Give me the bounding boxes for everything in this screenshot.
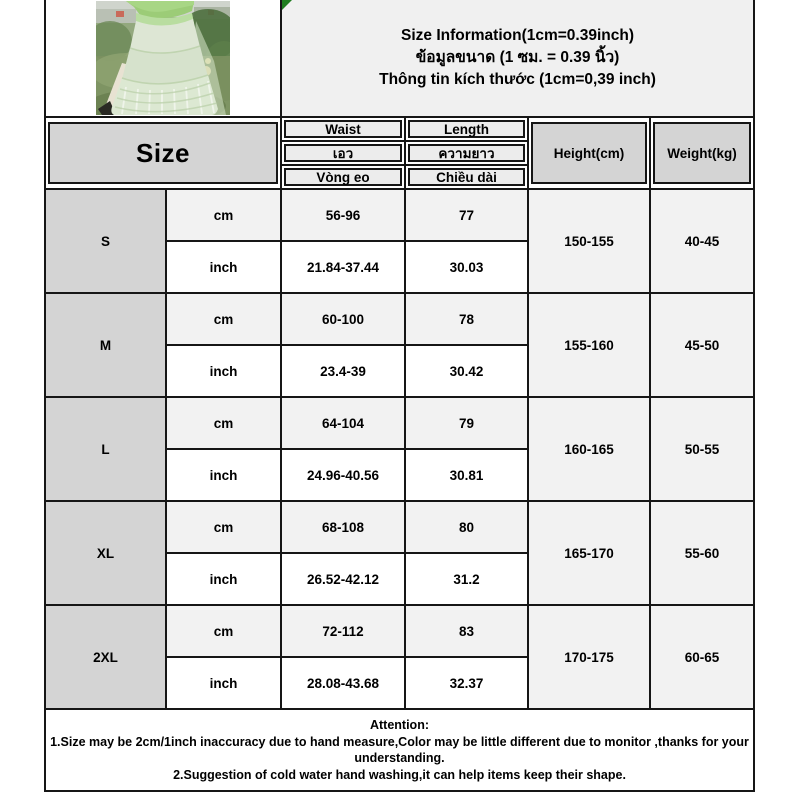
height-range-value: 165-170	[528, 501, 650, 605]
weight-range-value: 55-60	[650, 501, 754, 605]
unit-inch-label: inch	[166, 553, 281, 605]
weight-range-value: 60-65	[650, 605, 754, 709]
unit-cm-label: cm	[166, 501, 281, 553]
unit-inch-label: inch	[166, 657, 281, 709]
title-line-vietnamese: Thông tin kích thước (1cm=0,39 inch)	[379, 71, 656, 88]
waist-header-th-cell	[281, 141, 405, 165]
height-range-value: 170-175	[528, 605, 650, 709]
product-photo-cell	[45, 0, 281, 117]
length-header-th: ความยาว	[408, 144, 525, 162]
waist-header-vi: Vòng eo	[284, 168, 402, 186]
unit-cm-label: cm	[166, 293, 281, 345]
unit-inch-label: inch	[166, 345, 281, 397]
weight-header: Weight(kg)	[653, 122, 751, 184]
length-inch-value: 30.03	[405, 241, 528, 293]
weight-header-cell	[650, 117, 754, 189]
waist-cm-value: 56-96	[281, 189, 405, 241]
size-table	[44, 0, 755, 792]
height-range-value: 155-160	[528, 293, 650, 397]
length-inch-value: 30.81	[405, 449, 528, 501]
waist-inch-value: 26.52-42.12	[281, 553, 405, 605]
unit-cm-label: cm	[166, 605, 281, 657]
attention-note-2: 2.Suggestion of cold water hand washing,it can help items keep their shape.	[173, 767, 626, 782]
length-header-th-cell	[405, 141, 528, 165]
size-row-label: S	[45, 189, 166, 293]
unit-cm-label: cm	[166, 189, 281, 241]
length-header-en: Length	[408, 120, 525, 138]
title-cell	[281, 0, 754, 117]
length-header-en-cell	[405, 117, 528, 141]
length-cm-value: 80	[405, 501, 528, 553]
waist-inch-value: 23.4-39	[281, 345, 405, 397]
waist-inch-value: 21.84-37.44	[281, 241, 405, 293]
waist-header-vi-cell	[281, 165, 405, 189]
attention-cell	[45, 709, 754, 791]
weight-range-value: 45-50	[650, 293, 754, 397]
unit-inch-label: inch	[166, 241, 281, 293]
size-row-label: L	[45, 397, 166, 501]
waist-header-en: Waist	[284, 120, 402, 138]
size-row-label: XL	[45, 501, 166, 605]
height-header-cell	[528, 117, 650, 189]
unit-inch-label: inch	[166, 449, 281, 501]
length-header-vi-cell	[405, 165, 528, 189]
excel-corner-triangle-icon	[282, 0, 292, 10]
length-header-vi: Chiều dài	[408, 168, 525, 186]
height-range-value: 160-165	[528, 397, 650, 501]
attention-note-1: 1.Size may be 2cm/1inch inaccuracy due to hand measure,Color may be little different due to monitor ,thanks for your understanding.	[50, 734, 749, 765]
size-row-label: M	[45, 293, 166, 397]
height-header: Height(cm)	[531, 122, 647, 184]
waist-cm-value: 68-108	[281, 501, 405, 553]
weight-range-value: 50-55	[650, 397, 754, 501]
attention-title: Attention:	[369, 718, 429, 732]
waist-header-en-cell	[281, 117, 405, 141]
title-line-english: Size Information(1cm=0.39inch)	[401, 27, 634, 44]
size-row-label: 2XL	[45, 605, 166, 709]
title-line-thai: ข้อมูลขนาด (1 ซม. = 0.39 นิ้ว)	[415, 49, 620, 66]
length-inch-value: 31.2	[405, 553, 528, 605]
weight-range-value: 40-45	[650, 189, 754, 293]
length-inch-value: 32.37	[405, 657, 528, 709]
waist-header-th: เอว	[284, 144, 402, 162]
size-column-header-cell	[45, 117, 281, 189]
length-cm-value: 79	[405, 397, 528, 449]
height-range-value: 150-155	[528, 189, 650, 293]
length-cm-value: 77	[405, 189, 528, 241]
waist-inch-value: 28.08-43.68	[281, 657, 405, 709]
waist-cm-value: 60-100	[281, 293, 405, 345]
length-cm-value: 83	[405, 605, 528, 657]
waist-inch-value: 24.96-40.56	[281, 449, 405, 501]
length-inch-value: 30.42	[405, 345, 528, 397]
size-column-header: Size	[48, 122, 278, 184]
length-cm-value: 78	[405, 293, 528, 345]
size-information-title	[282, 25, 753, 91]
product-photo	[96, 1, 230, 115]
unit-cm-label: cm	[166, 397, 281, 449]
waist-cm-value: 72-112	[281, 605, 405, 657]
waist-cm-value: 64-104	[281, 397, 405, 449]
